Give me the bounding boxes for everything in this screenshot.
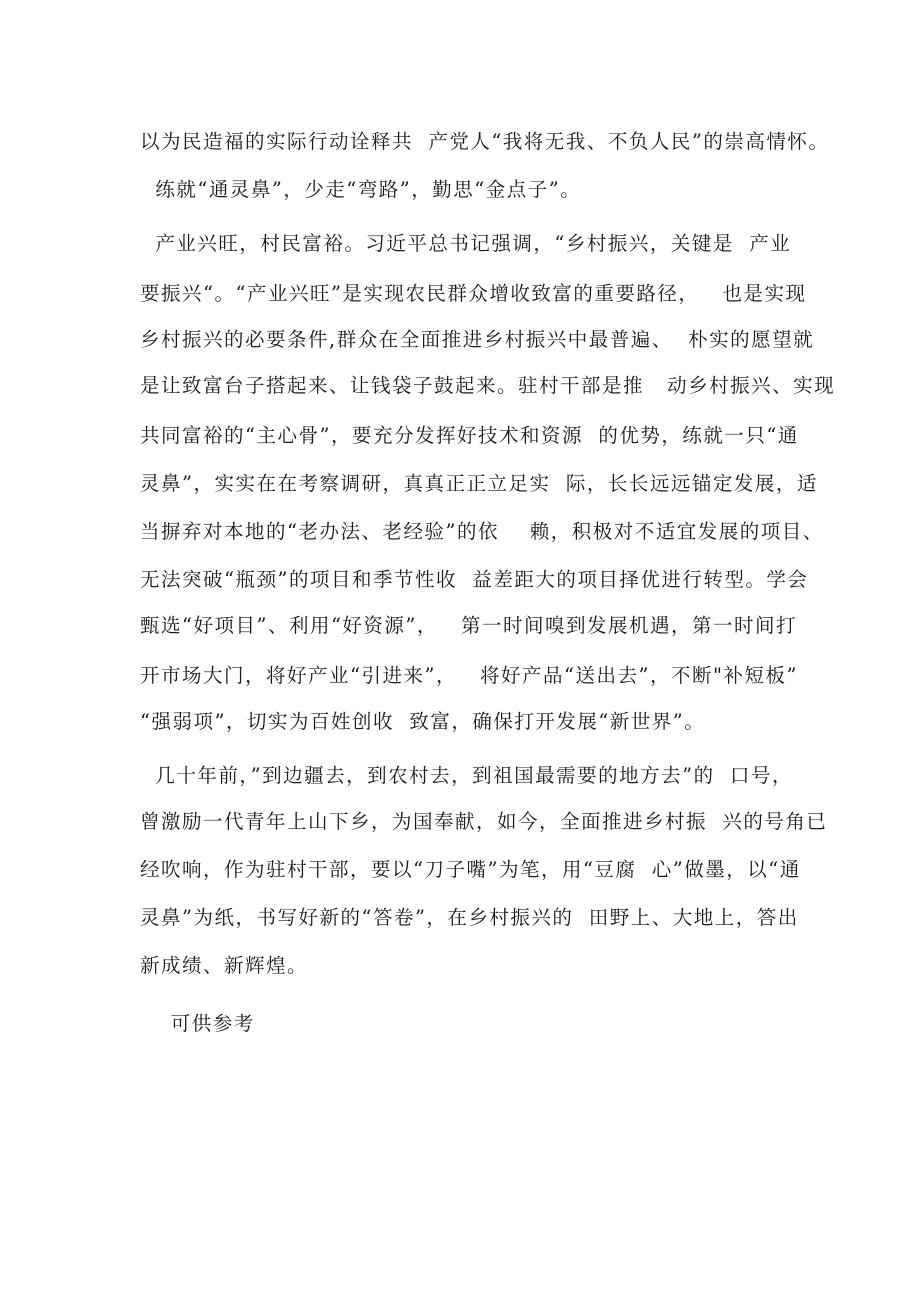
text-line: 共同富裕的“主心骨”，要充分发挥好技术和资源 的优势，练就一只“通 <box>140 424 799 447</box>
text-line: 灵鼻”，实实在在考察调研，真真正正立足实 际，长长远远锚定发展，适 <box>140 472 818 495</box>
text-line: 以为民造福的实际行动诠释共 产党人“我将无我、不负人民”的崇高情怀。 <box>140 130 830 153</box>
text-line: 甄选“好项目”、利用“好资源”， 第一时间嗅到发展机遇，第一时间打 <box>140 614 797 637</box>
text-line: 新成绩、新辉煌。 <box>140 954 309 977</box>
text-line: 无法突破“瓶颈”的项目和季节性收 益差距大的项目择优进行转型。学会 <box>140 568 809 591</box>
text-line: 曾激励一代青年上山下乡，为国奉献，如今，全面推进乡村振 兴的号角已 <box>140 810 828 833</box>
paragraph-heading: 练就“通灵鼻”，少走“弯路”，勤思“金点子”。 <box>140 178 582 201</box>
text-line: 要振兴“。“产业兴旺”是实现农民群众增收致富的重要路径， 也是实现 <box>140 282 807 305</box>
text-line: “强弱项”，切实为百姓创收 致富，确保打开发展“新世界”。 <box>140 710 706 733</box>
closing-note: 可供参考 <box>140 1012 255 1035</box>
text-line: 当摒弃对本地的“老办法、老经验”的依 赖，积极对不适宜发展的项目、 <box>140 520 824 543</box>
text-line: 是让致富台子搭起来、让钱袋子鼓起来。驻村干部是推 动乡村振兴、实现 <box>140 374 836 397</box>
text-line: 产业兴旺，村民富裕。习近平总书记强调，“乡村振兴，关键是 产业 <box>140 232 792 255</box>
text-line: 开市场大门，将好产业“引进来”， 将好产品“送出去”，不断"补短板” <box>140 664 798 687</box>
text-line: 乡村振兴的必要条件,群众在全面推进乡村振兴中最普遍、 朴实的愿望就 <box>140 328 815 351</box>
text-line: 灵鼻”为纸，书写好新的“答卷”，在乡村振兴的 田野上、大地上，答出 <box>140 906 799 929</box>
text-line: 经吹响，作为驻村干部，要以“刀子嘴”为笔，用“豆腐 心”做墨，以“通 <box>140 858 801 881</box>
text-line: 几十年前，”到边疆去，到农村去，到祖国最需要的地方去”的 口号， <box>140 764 793 787</box>
